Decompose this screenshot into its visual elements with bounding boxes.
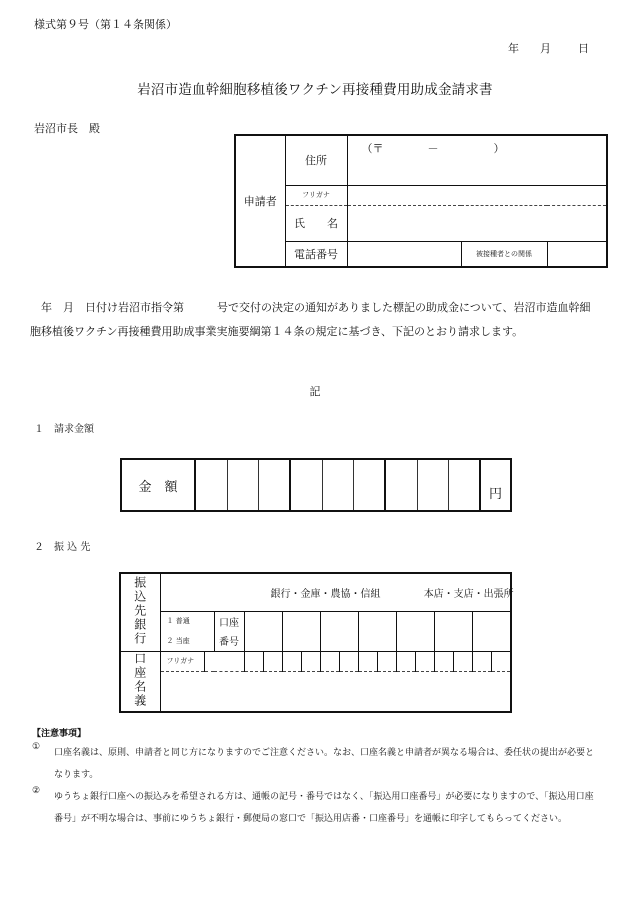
applicant-table: [234, 134, 608, 268]
amount-digit-cell[interactable]: [385, 459, 417, 511]
amount-digit-cell[interactable]: [195, 459, 227, 511]
address-field[interactable]: [347, 135, 607, 185]
amount-label: 金 額: [121, 459, 195, 511]
bank-types-label: 銀行・金庫・農協・信組: [270, 588, 381, 600]
phone-field[interactable]: [347, 241, 461, 267]
address-label: 住所: [285, 135, 347, 185]
name-label: 氏 名: [285, 205, 347, 241]
kana-cell[interactable]: [358, 651, 377, 671]
account-type-1[interactable]: １ 普通: [166, 617, 190, 626]
bank-label-cell: [120, 573, 160, 651]
holder-name-field[interactable]: [160, 671, 511, 711]
relation-label: 被接種者との関係: [461, 241, 547, 267]
kana-cell[interactable]: [453, 651, 472, 671]
amount-table: [120, 458, 512, 512]
relation-field[interactable]: [547, 241, 607, 267]
ki-marker: 記: [309, 385, 321, 398]
account-digit-cell[interactable]: [244, 611, 282, 651]
note-text-1: 口座名義は、原則、申請者と同じ方になりますのでご注意ください。なお、口座名義と申請者が異なる場合は、委任状の提出が必要となります。: [54, 748, 595, 780]
amount-digit-cell[interactable]: [258, 459, 290, 511]
furigana-field[interactable]: [347, 185, 607, 205]
document-title: 岩沼市造血幹細胞移植後ワクチン再接種費用助成金請求書: [137, 82, 493, 98]
date-year-label: 年: [508, 42, 519, 55]
amount-digit-cell[interactable]: [227, 459, 258, 511]
account-digit-cell[interactable]: [396, 611, 434, 651]
amount-digit-cell[interactable]: [353, 459, 385, 511]
note-marker-2: ②: [32, 786, 41, 796]
kana-cell[interactable]: [320, 651, 339, 671]
holder-furigana-label: フリガナ: [160, 651, 204, 671]
bank-name-field[interactable]: [160, 573, 514, 611]
kana-cell[interactable]: [396, 651, 415, 671]
branch-types-label: 本店・支店・出張所: [423, 588, 514, 600]
kana-cell[interactable]: [244, 651, 263, 671]
amount-digit-cell[interactable]: [290, 459, 322, 511]
account-digit-cell[interactable]: [434, 611, 472, 651]
account-digit-cell[interactable]: [472, 611, 511, 651]
body-paragraph: 年 月 日付け岩沼市指令第 号で交付の決定の通知がありました標記の助成金について、岩沼市造血幹細胞移植後ワクチン再接種費用助成事業実施要綱第１４条の規定に基づき、下記のとおり請求します。: [30, 301, 591, 338]
bank-label: 振込先銀行: [132, 575, 147, 646]
account-type-2[interactable]: ２ 当座: [160, 631, 214, 651]
account-digit-cell[interactable]: [320, 611, 358, 651]
kana-cell[interactable]: [282, 651, 301, 671]
addressee: 岩沼市長 殿: [34, 122, 100, 135]
amount-digit-cell[interactable]: [322, 459, 353, 511]
note-marker-1: ①: [32, 742, 41, 752]
holder-label: 口座名義: [132, 651, 147, 708]
kana-cell[interactable]: [263, 651, 282, 671]
notes-heading: 【注意事項】: [32, 729, 87, 739]
amount-digit-cell[interactable]: [448, 459, 480, 511]
postal-code-placeholder: （〒 － ）: [361, 142, 505, 155]
account-digit-cell[interactable]: [358, 611, 396, 651]
holder-label-cell: [120, 651, 160, 712]
kana-cell[interactable]: [301, 651, 320, 671]
applicant-label: 申請者: [235, 135, 285, 267]
bank-table: [119, 572, 512, 713]
kana-cell[interactable]: [377, 651, 396, 671]
account-digit-cell[interactable]: [282, 611, 320, 651]
section1-heading: １ 請求金額: [34, 424, 94, 435]
section2-heading: ２ 振 込 先: [34, 542, 91, 553]
kana-cell[interactable]: [339, 651, 358, 671]
account-no-label-top: 口座: [214, 611, 244, 631]
note-item-1: [32, 742, 602, 786]
account-no-label-bottom: 番号: [214, 631, 244, 651]
kana-cell[interactable]: [415, 651, 434, 671]
kana-cell[interactable]: [472, 651, 491, 671]
kana-cell[interactable]: [434, 651, 453, 671]
note-text-2: ゆうちょ銀行口座への振込みを希望される方は、通帳の記号・番号ではなく、「振込用口座番号」が必要になりますので、「振込用口座番号」が不明な場合は、事前にゆうちょ銀行・郵便局の窓口で「振込用店番・口座番号」を通帳に印字してもらってください。: [54, 792, 594, 824]
amount-digit-cell[interactable]: [417, 459, 448, 511]
date-month-label: 月: [540, 42, 551, 55]
kana-cell[interactable]: [204, 651, 244, 671]
note-item-2: [32, 786, 602, 830]
furigana-label: フリガナ: [285, 185, 347, 205]
phone-label: 電話番号: [285, 241, 347, 267]
yen-label: 円: [488, 487, 502, 502]
name-field[interactable]: [347, 205, 607, 241]
kana-cell[interactable]: [491, 651, 511, 671]
form-number: 様式第９号（第１４条関係）: [34, 18, 177, 31]
date-day-label: 日: [578, 42, 589, 55]
